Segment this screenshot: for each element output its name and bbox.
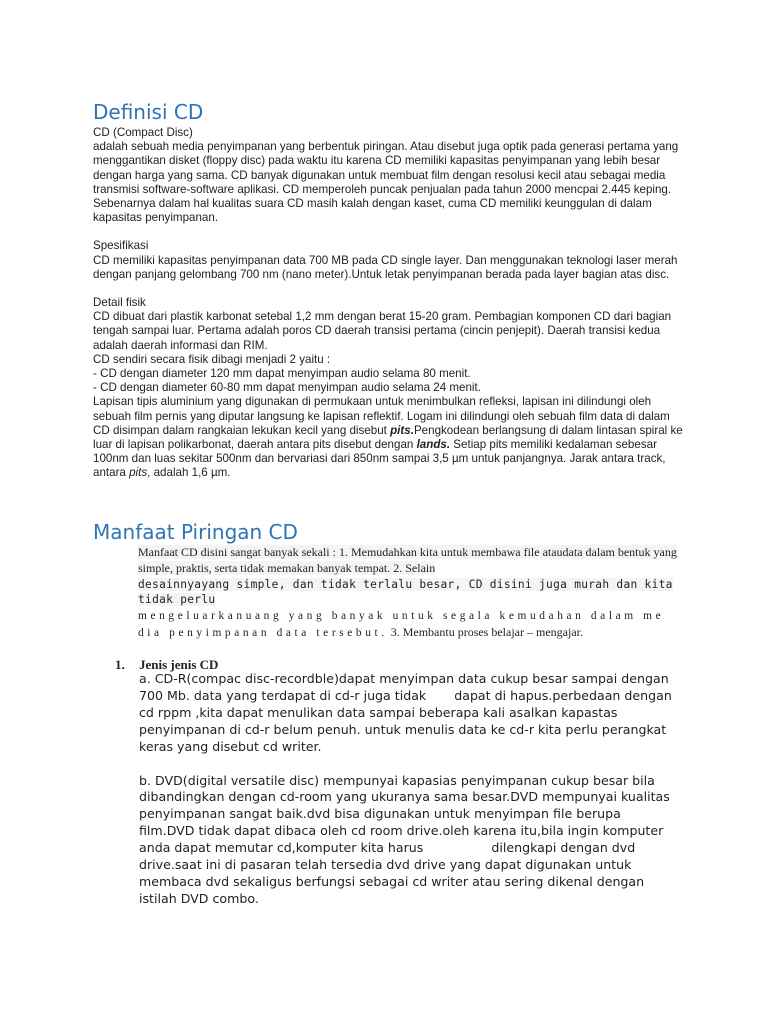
- jenis-item-b: b. DVD(digital versatile disc) mempunyai kapasias penyimpanan cukup besar bila dibandingkan dengan cd-room yang ukuranya sama besar.DVD mempunyai kualitas penyimpanan sangat baik.dvd bisa digunakan untuk menyimpan file berupa film.DVD tidak dapat dibaca oleh cd room drive.oleh karena itu,bila ingin komputer anda dapat memutar cd,komputer kita harus dilengkapi dengan dvd drive.saat ini di pasaran telah tersedia dvd drive yang dapat digunakan untuk membaca dvd sekaligus berfungsi sebagai cd writer atau sering dikenal dengan istilah DVD combo.: [139, 772, 674, 906]
- detail-list-item: - CD dengan diameter 60-80 mm dapat menyimpan audio selama 24 menit.: [93, 381, 481, 395]
- list-title: Jenis jenis CD: [139, 657, 219, 672]
- text-run: , adalah 1,6 µm.: [147, 466, 231, 480]
- detail-list-item: - CD dengan diameter 120 mm dapat menyimpan audio selama 80 menit.: [93, 367, 471, 381]
- spec-paragraph: CD memiliki kapasitas penyimpanan data 700 MB pada CD single layer. Dan menggunakan teknologi laser merah dengan panjang gelombang 700 nm (nano meter).Untuk letak penyimpanan berada pada layer bagian atas disc.: [93, 253, 678, 281]
- heading-manfaat: Manfaat Piringan CD: [93, 520, 298, 544]
- text-run: Setiap pits memiliki kedalaman sebesar 100nm dan luas sekitar 500nm dan bervariasi dari 850nm sampai 3,5 µm untuk panjangnya. Jarak antara track, antara: [93, 438, 666, 480]
- spec-label: Spesifikasi: [93, 239, 149, 253]
- term-pits: pits.: [390, 423, 414, 437]
- subtitle: CD (Compact Disc): [93, 126, 193, 139]
- manfaat-line-2: desainnyayang simple, dan tidak terlalu besar, CD disini juga murah dan kita tidak perlu: [138, 577, 673, 607]
- manfaat-line-4: 3. Membantu proses belajar – mengajar.: [387, 624, 583, 639]
- jenis-item-a: a. CD-R(compac disc-recordble)dapat menyimpan data cukup besar sampai dengan 700 Mb. data yang terdapat di cd-r juga tidak dapat di hapus.perbedaan dengan cd rppm ,kita dapat menulikan data sampai beberapa kali asalkan kapastas penyimpanan di cd-r belum penuh. untuk menulis data ke cd-r kita perlu perangkat keras yang disebut cd writer.: [139, 671, 676, 754]
- definition-paragraph: adalah sebuah media penyimpanan yang berbentuk piringan. Atau disebut juga optik pada generasi pertama yang menggantikan disket (floppy disc) pada waktu itu karena CD memiliki kapasitas penyimpanan yang lebih besar dengan harga yang sama. CD banyak digunakan untuk membuat film dengan resolusi kecil atau sebagai media transmisi software-software aplikasi. CD memperoleh puncak penjualan pada tahun 2000 mencpai 2.445 keping. Sebenarnya dalam hal kualitas suara CD masih kalah dengan kaset, cuma CD memiliki keunggulan di dalam kapasitas penyimpanan.: [93, 140, 679, 225]
- section-manfaat: [138, 545, 678, 642]
- manfaat-line-1: Manfaat CD disini sangat banyak sekali : 1. Memudahkan kita untuk membawa file ataudata dalam bentuk yang simple, praktis, serta tidak memakan banyak tempat. 2. Selain: [138, 545, 677, 575]
- term-lands: lands.: [416, 438, 451, 452]
- detail-paragraph-2: CD sendiri secara fisik dibagi menjadi 2 yaitu :: [93, 352, 331, 366]
- list-number: 1.: [115, 657, 125, 672]
- manfaat-line-3: mengeluarkanuang yang banyak untuk segala kemudahan dalam me dia penyimpanan data tersebut.: [138, 610, 665, 639]
- term-pits-italic: pits: [129, 466, 148, 480]
- text-run: Lapisan tipis aluminium yang digunakan di permukaan untuk menimbulkan refleksi, lapisan ini dilindungi oleh sebuah film pernis yang diputar langsung ke lapisan reflektif. Logam ini dilindungi oleh sebuah film data di dalam CD disimpan dalam rangkaian lekukan kecil yang disebut: [93, 395, 670, 437]
- text-run: Pengkodean berlangsung di dalam lintasan spiral ke luar di lapisan polikarbonat, daerah antara pits disebut dengan: [93, 423, 683, 452]
- detail-paragraph-3: [93, 395, 683, 480]
- jenis-body: [139, 671, 679, 908]
- detail-paragraph-1: CD dibuat dari plastik karbonat setebal 1,2 mm dengan berat 15-20 gram. Pembagian komponen CD dari bagian tengah sampai luar. Pertama adalah poros CD daerah transisi pertama (cincin penjepit). Daerah transisi kedua adalah daerah informasi dan RIM.: [93, 310, 672, 352]
- heading-definisi-cd: Definisi CD: [93, 100, 204, 124]
- section-definisi: [93, 126, 683, 481]
- detail-label: Detail fisik: [93, 296, 146, 310]
